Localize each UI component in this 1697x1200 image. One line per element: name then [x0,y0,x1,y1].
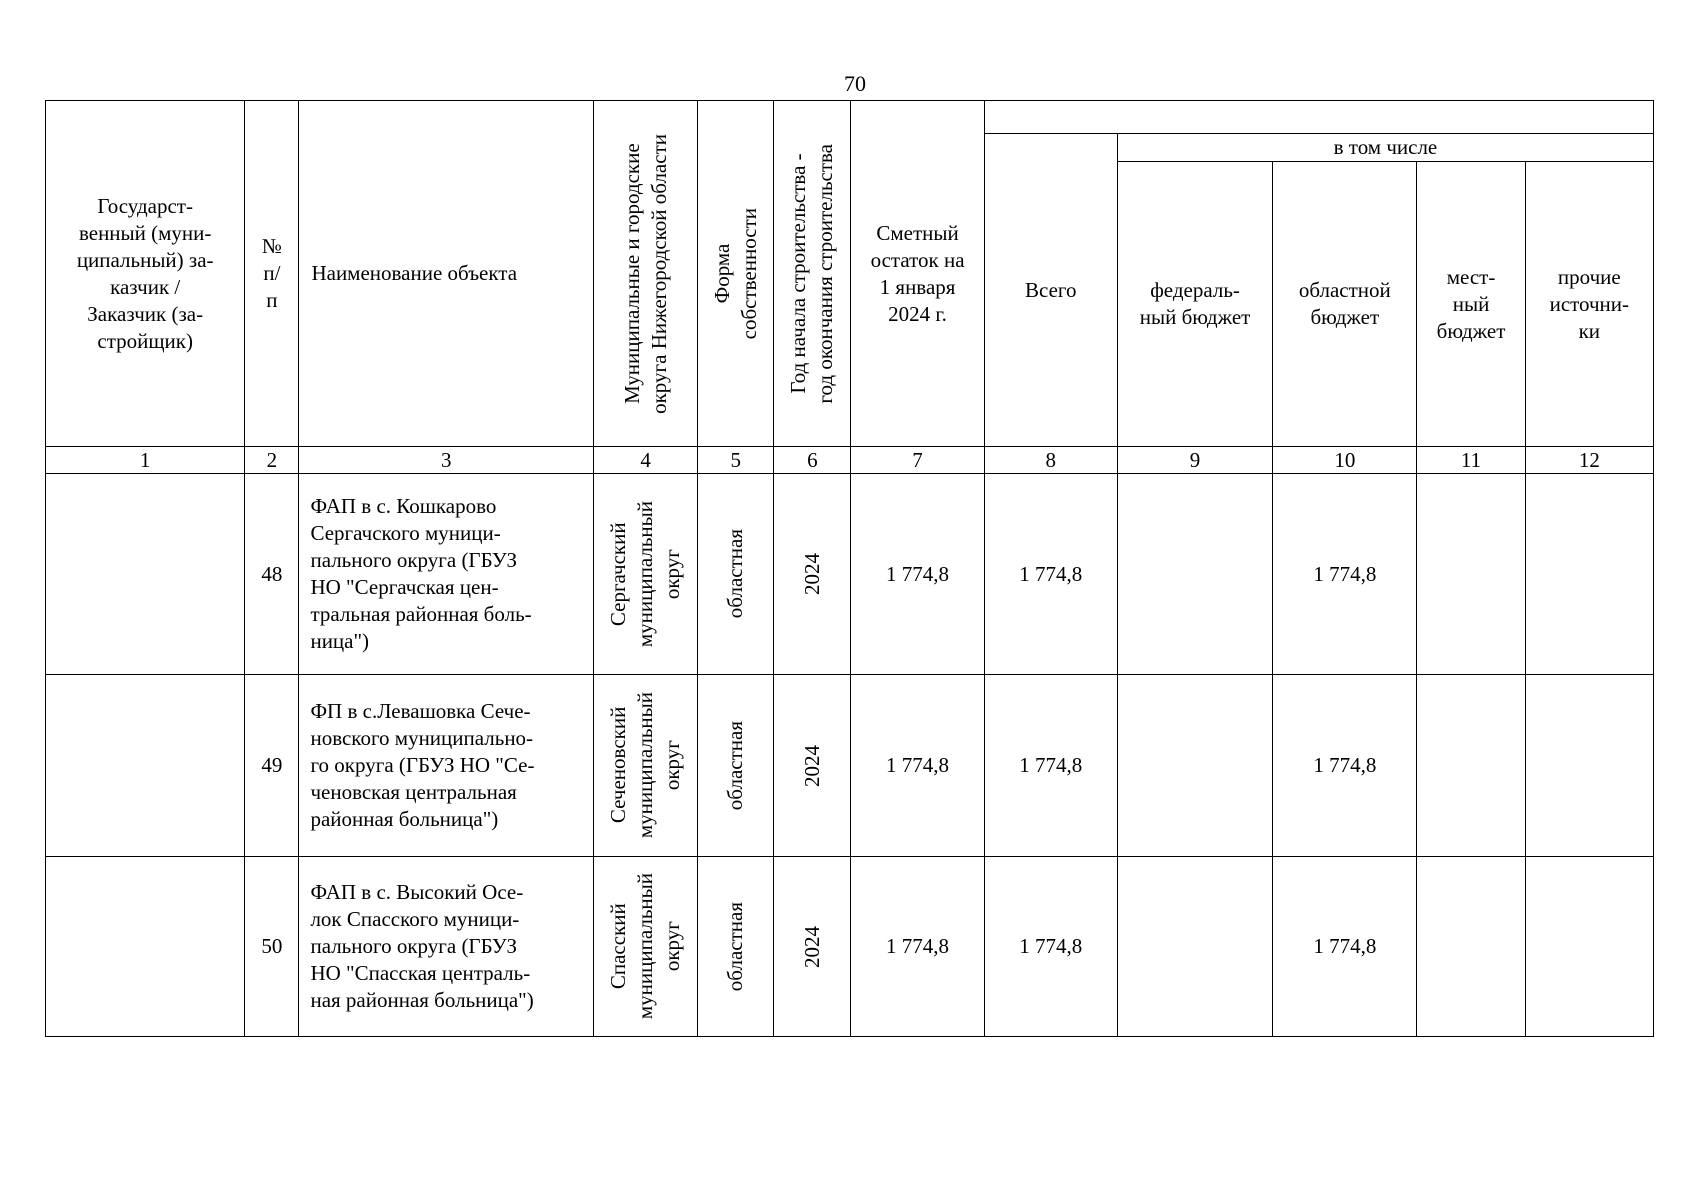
cell-customer [46,474,245,675]
header-federal: федераль- ный бюджет [1117,162,1272,447]
cell-years-text: 2024 [799,744,824,787]
table-row [46,857,1654,1037]
header-object-name: Наименование объекта [299,101,594,447]
column-number: 5 [698,447,774,474]
cell-number: 48 [245,474,299,675]
column-number: 10 [1273,447,1417,474]
cell-estimate-balance: 1 774,8 [851,857,984,1037]
cell-total: 1 774,8 [984,675,1117,857]
cell-total: 1 774,8 [984,474,1117,675]
cell-federal [1117,675,1272,857]
column-number: 3 [299,447,594,474]
cell-object-name: ФАП в с. Кошкарово Сергачского муници- пального округа (ГБУЗ НО "Сергачская цен- тральная районная боль- ница") [299,474,594,675]
cell-municipality [593,474,697,675]
cell-ownership [698,474,774,675]
header-estimate-balance: Сметный остаток на 1 января 2024 г. [851,101,984,447]
cell-estimate-balance: 1 774,8 [851,474,984,675]
column-number: 8 [984,447,1117,474]
cell-number: 49 [245,675,299,857]
header-municipality [593,101,697,447]
header-total: Всего [984,134,1117,447]
cell-regional: 1 774,8 [1273,474,1417,675]
cell-municipality-text: Спасский муниципальный округ [606,873,685,1020]
header-municipality-text: Муниципальные и городские округа Нижегородской области [619,133,671,414]
cell-municipality-text: Сергачский муниципальный округ [606,500,685,648]
cell-municipality [593,675,697,857]
column-number: 1 [46,447,245,474]
cell-ownership [698,857,774,1037]
cell-total: 1 774,8 [984,857,1117,1037]
cell-ownership [698,675,774,857]
column-number: 9 [1117,447,1272,474]
table-header [46,101,1654,474]
cell-years [774,474,851,675]
column-number: 6 [774,447,851,474]
column-numbers-row [46,447,1654,474]
cell-other [1525,474,1653,675]
cell-ownership-text: областная [723,901,748,992]
cell-regional: 1 774,8 [1273,857,1417,1037]
table-row [46,474,1654,675]
header-ownership-text: Форма собственности [709,207,761,340]
column-number: 12 [1525,447,1653,474]
cell-customer [46,857,245,1037]
cell-years-text: 2024 [799,553,824,595]
header-other: прочие источни- ки [1525,162,1653,447]
cell-local [1417,675,1525,857]
cell-ownership-text: областная [723,529,748,619]
cell-object-name: ФП в с.Левашовка Сече- новского муниципально- го округа (ГБУЗ НО "Се- ченовская центральная районная больница") [299,675,594,857]
table-body [46,474,1654,1037]
cell-other [1525,857,1653,1037]
cell-federal [1117,474,1272,675]
cell-ownership-text: областная [723,720,748,811]
cell-local [1417,474,1525,675]
cell-municipality [593,857,697,1037]
cell-number: 50 [245,857,299,1037]
header-regional: областной бюджет [1273,162,1417,447]
cell-years [774,675,851,857]
header-number: № п/ п [245,101,299,447]
cell-regional: 1 774,8 [1273,675,1417,857]
cell-years-text: 2024 [799,925,824,968]
column-number: 11 [1417,447,1525,474]
header-local: мест- ный бюджет [1417,162,1525,447]
header-years [774,101,851,447]
page-number: 70 [844,71,866,96]
cell-other [1525,675,1653,857]
header-years-text: Год начала строительства - год окончания строительства [786,143,838,404]
cell-estimate-balance: 1 774,8 [851,675,984,857]
cell-municipality-text: Сеченовский муниципальный округ [606,692,685,839]
cell-object-name: ФАП в с. Высокий Осе- лок Спасского муници- пального округа (ГБУЗ НО "Спасская централь- ная районная больница") [299,857,594,1037]
table-row [46,675,1654,857]
header-customer: Государст- венный (муни- ципальный) за- казчик / Заказчик (за- стройщик) [46,101,245,447]
header-ownership [698,101,774,447]
column-number: 2 [245,447,299,474]
cell-local [1417,857,1525,1037]
column-number: 7 [851,447,984,474]
investment-table [45,100,1654,1037]
column-number: 4 [593,447,697,474]
cell-customer [46,675,245,857]
cell-federal [1117,857,1272,1037]
cell-years [774,857,851,1037]
header-funding-group [984,101,1653,134]
header-including: в том числе [1117,134,1653,162]
